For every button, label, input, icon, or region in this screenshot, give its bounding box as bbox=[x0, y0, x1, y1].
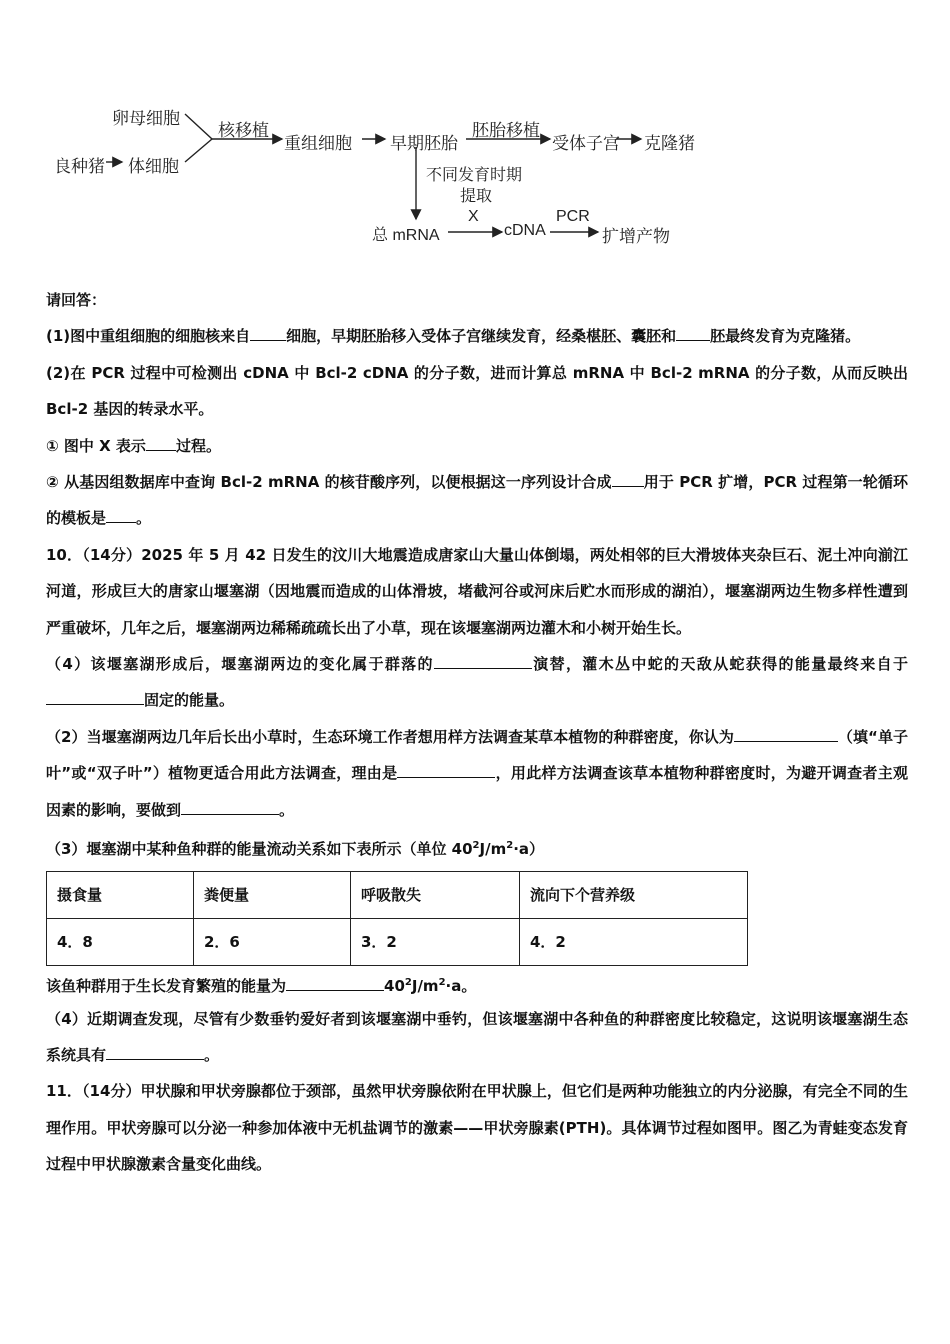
blank[interactable] bbox=[146, 434, 176, 451]
table-row bbox=[47, 918, 748, 965]
blank[interactable] bbox=[106, 1043, 204, 1060]
label-recombinant-cell: 重组细胞 bbox=[284, 134, 352, 154]
label-somatic-cell: 体细胞 bbox=[128, 157, 179, 177]
q10-sub3q-text-d: ·a。 bbox=[445, 976, 477, 995]
q11-stem: 11．（14分）甲状腺和甲状旁腺都位于颈部，虽然甲状旁腺依附在甲状腺上，但它们是两种功能独立的内分泌腺，有完全不同的生理作用。甲状旁腺可以分泌一种参加体液中无机盐调节的激素——甲状旁腺素(PTH)。具体调节过程如图甲。图乙为青蛙变态发育过程中甲状腺激素含量变化曲线。 bbox=[46, 1082, 908, 1174]
blank[interactable] bbox=[46, 688, 144, 705]
q10-sub1-text-a: （4）该堰塞湖形成后，堰塞湖两边的变化属于群落的 bbox=[46, 655, 434, 674]
label-egg-cell: 卵母细胞 bbox=[112, 109, 180, 129]
q9-part2-sub2 bbox=[46, 464, 908, 537]
q10-sub1 bbox=[46, 646, 908, 719]
label-cdna: cDNA bbox=[504, 222, 546, 239]
q10-sub4-text-b: 。 bbox=[204, 1045, 220, 1064]
q10-sub3-text-b: J/m bbox=[479, 840, 507, 859]
blank[interactable] bbox=[734, 725, 830, 742]
question-content bbox=[46, 282, 908, 1183]
q10-sub4 bbox=[46, 1001, 908, 1074]
q10-sub3 bbox=[46, 828, 908, 867]
q9-sub2-text-a: ② 从基因组数据库中查询 Bcl-2 mRNA 的核苷酸序列，以便根据这一序列设计合成 bbox=[46, 473, 612, 492]
q10-sub3-sup-a: 2 bbox=[472, 840, 480, 852]
label-total-mrna: 总 mRNA bbox=[372, 227, 440, 244]
q10-sub3-text-a: （3）堰塞湖中某种鱼种群的能量流动关系如下表所示（单位 40 bbox=[46, 840, 473, 859]
q9-part1-text-b: 细胞，早期胚胎移入受体子宫继续发育，经桑椹胚、囊胚和 bbox=[286, 327, 677, 346]
label-extract-line1: 不同发育时期 bbox=[426, 165, 523, 184]
label-x: X bbox=[468, 208, 479, 225]
q10-sub3q-text-a: 该鱼种群用于生长发育繁殖的能量为 bbox=[46, 976, 287, 995]
q10-sub3-sup-b: 2 bbox=[506, 840, 514, 852]
q10-sub3-text-c: ·a） bbox=[513, 840, 545, 859]
q10-sub2 bbox=[46, 719, 908, 828]
blank[interactable] bbox=[397, 761, 495, 778]
blank[interactable] bbox=[434, 652, 532, 669]
q9-part1-text-c: 胚最终发育为克隆猪。 bbox=[710, 327, 861, 346]
q9-sub1-text-a: ① 图中 X 表示 bbox=[46, 436, 146, 455]
label-recipient-uterus: 受体子宫 bbox=[552, 134, 620, 154]
blank[interactable] bbox=[106, 506, 136, 523]
table-cell: 4．8 bbox=[47, 918, 194, 965]
q10-sub3q-sup-b: 2 bbox=[438, 976, 446, 988]
q10-sub3q-text-c: J/m bbox=[411, 976, 439, 995]
blank[interactable] bbox=[676, 324, 710, 341]
blank[interactable] bbox=[286, 974, 384, 991]
table-header-cell: 呼吸散失 bbox=[351, 871, 520, 918]
label-extract-line2: 提取 bbox=[460, 186, 493, 205]
blank[interactable] bbox=[830, 725, 838, 742]
label-good-pig: 良种猪 bbox=[54, 157, 105, 177]
q10-sub3q-text-b: 40 bbox=[384, 976, 405, 995]
label-cloned-pig: 克隆猪 bbox=[644, 134, 695, 154]
q10-sub3q-sup-a: 2 bbox=[404, 976, 412, 988]
merge-bracket bbox=[185, 114, 212, 162]
blank[interactable] bbox=[181, 798, 279, 815]
blank[interactable] bbox=[612, 470, 644, 487]
table-cell: 4．2 bbox=[520, 918, 748, 965]
q10-sub2-text-c: ，用此样方法调查该草本植物种群密度时，为避开调查者主观因素的影响，要做到 bbox=[46, 764, 908, 819]
label-nuclear-transfer: 核移植 bbox=[218, 121, 269, 141]
label-amplified-product: 扩增产物 bbox=[602, 227, 670, 247]
energy-flow-table bbox=[46, 871, 748, 966]
q10-sub1-text-c: 固定的能量。 bbox=[144, 691, 235, 710]
table-header-cell: 流向下个营养级 bbox=[520, 871, 748, 918]
q10-sub4-text-a: （4）近期调查发现，尽管有少数垂钓爱好者到该堰塞湖中垂钓，但该堰塞湖中各种鱼的种群密度比较稳定，这说明该堰塞湖生态系统具有 bbox=[46, 1009, 908, 1064]
label-embryo-transfer: 胚胎移植 bbox=[472, 121, 540, 141]
q9-part2: (2)在 PCR 过程中可检测出 cDNA 中 Bcl-2 cDNA 的分子数，进而计算总 mRNA 中 Bcl-2 mRNA 的分子数，从而反映出 Bcl-2 基因的转录水平。 bbox=[46, 363, 908, 419]
q10-stem: 10．（14分）2025 年 5 月 42 日发生的汶川大地震造成唐家山大量山体倒塌，两处相邻的巨大滑坡体夹杂巨石、泥土冲向湔江河道，形成巨大的唐家山堰塞湖（因地震而造成的山体滑坡，堵截河谷或河床后贮水而形成的湖泊），堰塞湖两边生物多样性遭到严重破坏，几年之后，堰塞湖两边稀稀疏疏长出了小草，现在该堰塞湖两边灌木和小树开始生长。 bbox=[46, 545, 908, 637]
label-pcr: PCR bbox=[556, 208, 590, 225]
table-cell: 2．6 bbox=[194, 918, 351, 965]
q9-part1-text-a: (1)图中重组细胞的细胞核来自 bbox=[46, 327, 251, 346]
q10-sub2-text-d: 。 bbox=[279, 800, 295, 819]
q9-sub1-text-b: 过程。 bbox=[175, 436, 221, 455]
q9-sub2-text-b: 用于 PCR 扩增，PCR 过程第一轮循环的模板是 bbox=[46, 473, 908, 528]
table-header-cell: 摄食量 bbox=[47, 871, 194, 918]
table-header-cell: 粪便量 bbox=[194, 871, 351, 918]
cloning-flow-diagram bbox=[50, 92, 730, 252]
q9-part1 bbox=[46, 318, 908, 354]
q10-sub2-text-b: （填“单子叶”或“双子叶”）植物更适合用此方法调查，理由是 bbox=[46, 727, 908, 783]
q9-sub2-text-c: 。 bbox=[136, 509, 152, 528]
q10-sub2-text-a: （2）当堰塞湖两边几年后长出小草时，生态环境工作者想用样方法调查某草本植物的种群密度，你认为 bbox=[46, 727, 734, 746]
q9-intro: 请回答： bbox=[46, 291, 107, 309]
table-header-row bbox=[47, 871, 748, 918]
blank[interactable] bbox=[250, 324, 286, 341]
q10-sub3-question bbox=[46, 968, 908, 1001]
label-early-embryo: 早期胚胎 bbox=[390, 134, 458, 154]
q10-sub1-text-b: 演替，灌木丛中蛇的天敌从蛇获得的能量最终来自于 bbox=[531, 655, 908, 674]
q9-part2-sub1 bbox=[46, 428, 908, 464]
table-cell: 3．2 bbox=[351, 918, 520, 965]
